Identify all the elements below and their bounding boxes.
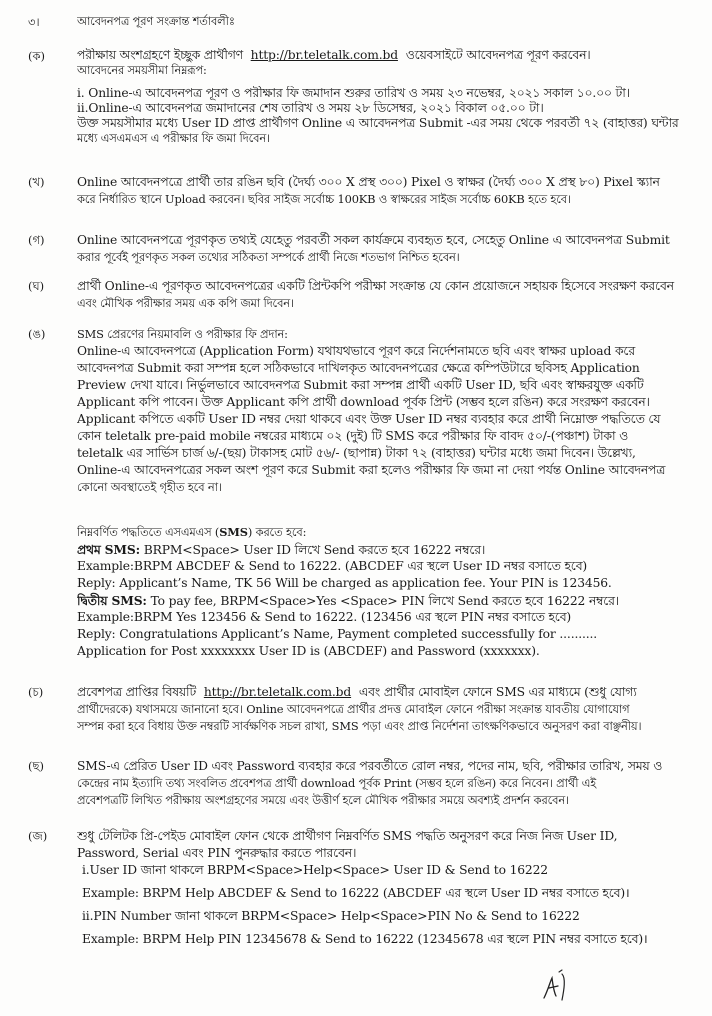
clause-line: Online আবেদনপত্রে পূরণকৃত তথ্যই যেহেতু পরবর্তী সকল কার্যক্রমে ব্যবহৃত হবে, সেহেতু Online এ আবেদনপত্র Submit [77,233,670,247]
clause-line: Password, Serial এবং PIN পুনরুদ্ধার করতে পারবেন। [77,846,357,860]
text: ওয়েবসাইটে আবেদনপত্র পূরণ করবেন। [405,48,591,62]
second-sms-example: Example:BRPM Yes 123456 & Send to 16222. (123456 এর স্থলে PIN নম্বর বসাতে হবে) [77,610,572,624]
clause-line: Online-এ আবেদনপত্রের সকল অংশ পূরণ করে Submit করা হলেও পরীক্ষার ফি জমা না দেয়া পর্যন্ত Online আবেদনপত্র [77,463,666,477]
text: BRPM<Space> User ID লিখে Send করতে হবে 16222 নম্বরে। [139,543,486,557]
clause-line: Online আবেদনপত্রে প্রার্থী তার রঙিন ছবি (দৈর্ঘ্য ৩০০ X প্রস্থ ৩০০) Pixel ও স্বাক্ষর (দৈর্ঘ্য ৩০০ X প্রস্থ ৮০) Pixel স্ক্যান [77,175,660,189]
clause-line: Online-এ আবেদনপত্রে (Application Form) যথাযথভাবে পূরণ করে নির্দেশনামতে ছবি এবং স্বাক্ষর upload করে [77,344,635,358]
clause-line: কোন teletalk pre-paid mobile নম্বরের মাধ্যমে ০২ (দুই) টি SMS করে পরীক্ষার ফি বাবদ ৫০/-(পঞ্চাশ) টাকা ও [77,429,629,443]
teletalk-link[interactable]: http://br.teletalk.com.bd [203,685,352,699]
text: প্রবেশপত্র প্রাপ্তির বিষয়টি [77,685,197,699]
clause-line: SMS-এ প্রেরিত User ID এবং Password ব্যবহার করে পরবর্তীতে রোল নম্বর, পদের নাম, ছবি, পরীক্ষার তারিখ, সময় ও [77,759,663,773]
clause-marker: (ছ) [28,759,44,773]
clause-line: Applicant কপি পাবেন। উক্ত Applicant কপি প্রার্থী download পূর্বক প্রিন্ট (সম্ভব হলে রঙিন) করে সংরক্ষণ করবেন। [77,395,650,409]
teletalk-link[interactable]: http://br.teletalk.com.bd [250,48,398,62]
first-sms-reply: Reply: Applicant’s Name, TK 56 Will be charged as application fee. Your PIN is 123456. [77,576,612,590]
clause-line [77,48,685,63]
clause-line: প্রবেশপত্রটি লিখিত পরীক্ষায় অংশগ্রহণের সময়ে এবং উত্তীর্ণ হলে মৌখিক পরীক্ষার সময়ে অবশ্যই প্রদর্শন করবেন। [77,793,569,807]
text: নিম্নবর্ণিত পদ্ধতিতে এসএমএস ( [77,525,220,539]
note-line: উক্ত সময়সীমার মধ্যে User ID প্রাপ্ত প্রার্থীগণ Online এ আবেদনপত্র Submit -এর সময় থেকে পরবর্তী ৭২ (বাহাত্তর) ঘন্টার [77,116,679,130]
clause-line: এবং মৌখিক পরীক্ষার সময় এক কপি জমা দিবেন। [77,296,294,310]
first-sms-line [77,541,685,558]
clause-line: প্রার্থীদেরকে) যথাসময়ে জানানো হবে। Online আবেদনপত্রে প্রার্থীর প্রদত্ত মোবাইল ফোনে পরীক্ষা সংক্রান্ত যাবতীয় যোগাযোগ [77,702,630,716]
clause-marker: (চ) [28,685,44,699]
clause-line: Example: BRPM Help PIN 12345678 & Send to 16222 (12345678 এর স্থলে PIN নম্বর বসাতে হবে)। [82,932,648,946]
timeframe-item-ii: ii.Online-এ আবেদনপত্র জমাদানের শেষ তারিখ ও সময় ২৮ ডিসেম্বর, ২০২১ বিকাল ০৫.০০ টা। [77,101,544,115]
text: এবং প্রার্থীর মোবাইল ফোনে SMS এর মাধ্যমে (শুধু যোগ্য [358,685,637,699]
second-sms-reply: Application for Post xxxxxxxx User ID is (ABCDEF) and Password (xxxxxxx). [77,644,540,658]
clause-marker: (জ) [28,829,48,843]
first-sms-example: Example:BRPM ABCDEF & Send to 16222. (ABCDEF এর স্থলে User ID নম্বর বসাতে হবে) [77,559,588,573]
first-sms-label: প্রথম SMS: [77,542,140,557]
clause-line: teletalk এর সার্ভিস চার্জ ৬/-(ছয়) টাকাসহ মোট ৫৬/- (ছাপান্ন) টাকা ৭২ (বাহাত্তর) ঘন্টার মধ্যে জমা দিবেন। উল্লেখ্য, [77,446,636,460]
clause-line: Example: BRPM Help ABCDEF & Send to 16222 (ABCDEF এর স্থলে User ID নম্বর বসাতে হবে)। [82,886,630,900]
clause-line: i.User ID জানা থাকলে BRPM<Space>Help<Space> User ID & Send to 16222 [82,863,548,877]
section-title: আবেদনপত্র পূরণ সংক্রান্ত শর্তাবলীঃ [77,14,235,28]
clause-line: Applicant কপিতে একটি User ID নম্বর দেয়া থাকবে এবং উক্ত User ID নম্বর ব্যবহার করে প্রার্থী নিম্নোক্ত পদ্ধতিতে যে [77,412,661,426]
timeframe-label: আবেদনের সময়সীমা নিম্নরূপ: [77,63,207,77]
clause-marker: (গ) [28,233,45,247]
text: ) করতে হবে: [247,525,307,539]
clause-marker: (ঘ) [28,279,45,293]
clause-line: আবেদনপত্র Submit করা সম্পন্ন হলে সঠিকভাবে দাখিলকৃত আবেদনপত্রের ক্ষেত্রে কম্পিউটারে ছবিসহ Application [77,361,640,375]
clause-line: Preview দেখা যাবে। নির্ভুলভাবে আবেদনপত্র Submit করা সম্পন্ন প্রার্থী একটি User ID, ছবি এবং স্বাক্ষরযুক্ত একটি [77,378,644,392]
clause-line: কোনো অবস্থাতেই গৃহীত হবে না। [77,480,222,494]
signature-mark [540,964,576,1004]
clause-line: করার পূর্বেই পূরণকৃত সকল তথ্যের সঠিকতা সম্পর্কে প্রার্থী নিজে শতভাগ নিশ্চিত হবেন। [77,250,460,264]
clause-line: শুধু টেলিটক প্রি-পেইড মোবাইল ফোন থেকে প্রার্থীগণ নিম্নবর্ণিত SMS পদ্ধতি অনুসরণ করে নিজ নিজ User ID, [77,829,618,843]
clause-line: সম্পন্ন করা হবে বিধায় উক্ত নম্বরটি সার্বক্ষণিক সচল রাখা, SMS পড়া এবং প্রাপ্ত নির্দেশনা তাৎক্ষণিকভাবে অনুসরণ করা বাঞ্ছনীয়। [77,719,642,733]
clause-line [77,684,685,701]
sms-heading [77,524,685,541]
clause-line: ii.PIN Number জানা থাকলে BRPM<Space> Help<Space>PIN No & Send to 16222 [82,909,580,923]
text: SMS [219,525,248,539]
text: পরীক্ষায় অংশগ্রহণে ইচ্ছুক প্রার্থীগণ [77,48,243,62]
second-sms-label: দ্বিতীয় SMS: [77,593,147,608]
section-number: ৩। [28,15,40,29]
clause-marker: (ক) [28,49,46,63]
clause-marker: (খ) [28,175,45,189]
note-line: মধ্যে এসএমএস এ পরীক্ষার ফি জমা দিবেন। [77,131,270,145]
clause-line: প্রার্থী Online-এ পূরণকৃত আবেদনপত্রের একটি প্রিন্টকপি পরীক্ষা সংক্রান্ত যে কোন প্রয়োজনে সহায়ক হিসেবে সংরক্ষণ করবেন [77,279,674,293]
clause-line: কেন্দ্রের নাম ইত্যাদি তথ্য সংবলিত প্রবেশপত্র প্রার্থী download পূর্বক Print (সম্ভব হলে রঙিন) করে নিবেন। প্রার্থী এই [77,776,597,790]
text: To pay fee, BRPM<Space>Yes <Space> PIN লিখে Send করতে হবে 16222 নম্বরে। [146,594,620,608]
timeframe-item-i: i. Online-এ আবেদনপত্র পূরণ ও পরীক্ষার ফি জমাদান শুরুর তারিখ ও সময় ২৩ নভেম্বর, ২০২১ সকাল ১০.০০ টা। [77,86,630,100]
clause-marker: (ঙ) [28,327,46,341]
second-sms-reply: Reply: Congratulations Applicant’s Name, Payment completed successfully for .......... [77,627,598,641]
clause-line: SMS প্রেরণের নিয়মাবলি ও পরীক্ষার ফি প্রদান: [77,327,288,341]
second-sms-line [77,592,685,609]
clause-line: করে নির্ধারিত স্থানে Upload করবেন। ছবির সাইজ সর্বোচ্চ 100KB ও স্বাক্ষরের সাইজ সর্বোচ্চ 60KB হতে হবে। [77,192,571,206]
